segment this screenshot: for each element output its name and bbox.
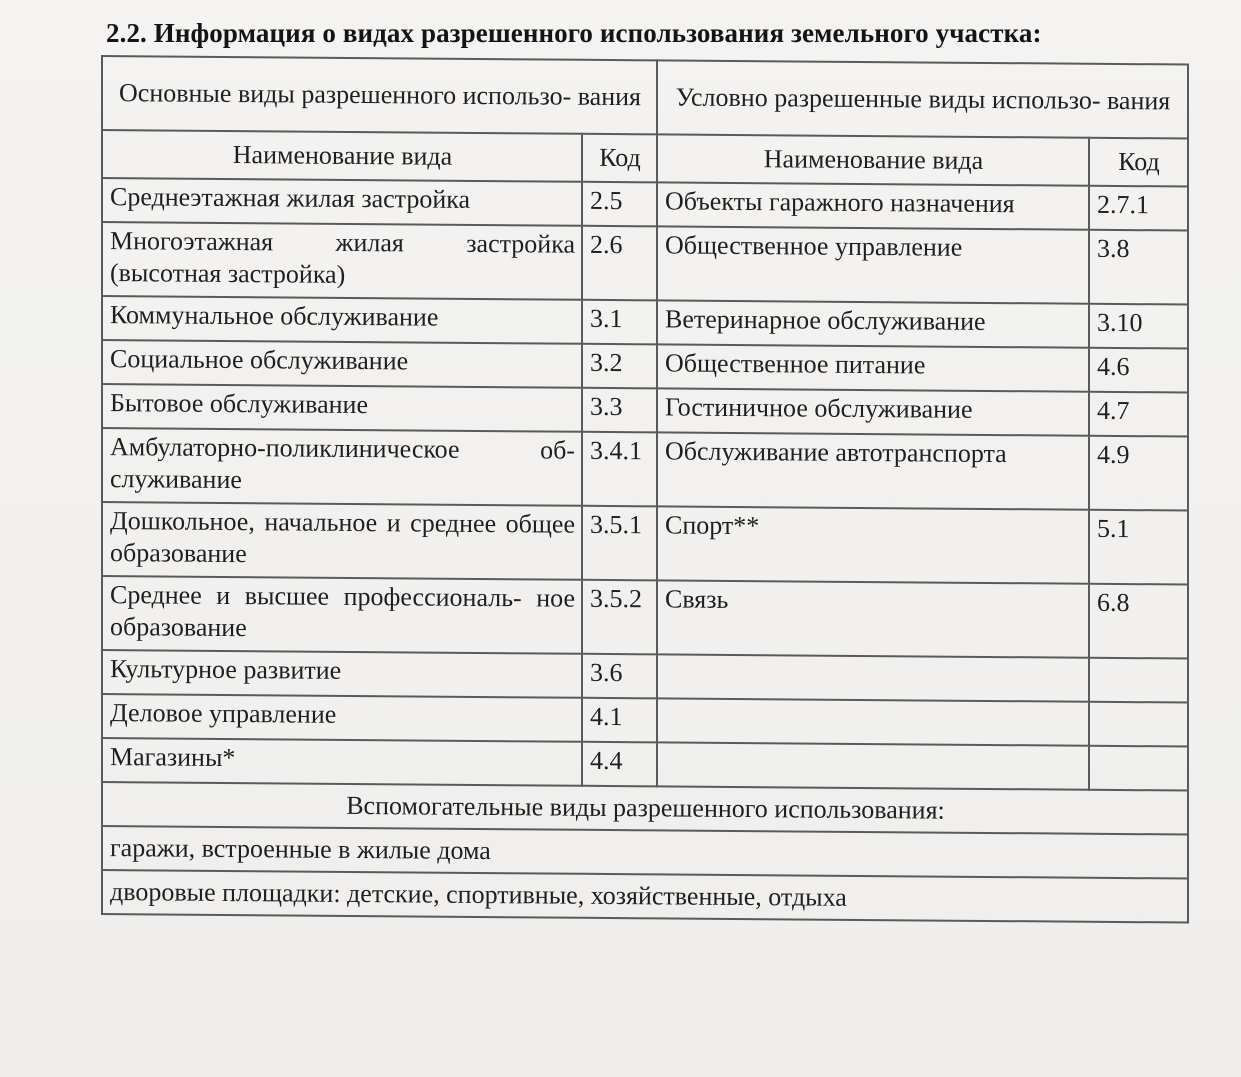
land-use-table [101,55,1189,924]
table-row [102,576,1188,659]
section-header-row [102,56,1188,139]
conditional-use-name: Гостиничное обслуживание [657,388,1089,435]
conditional-use-code: 4.6 [1089,348,1188,393]
conditional-use-name: Обслуживание автотранспорта [657,432,1089,509]
main-use-name: Амбулаторно-поликлиническое об- служивание [102,428,582,506]
main-use-name: Социальное обслуживание [102,340,582,388]
table-row [102,428,1188,511]
main-use-code: 3.5.2 [582,580,657,655]
conditional-use-code: 6.8 [1089,584,1188,659]
auxiliary-use-item: дворовые площадки: детские, спортивные, хозяйственные, отдыха [102,870,1188,923]
main-use-name: Дошкольное, начальное и среднее общее образование [102,502,582,580]
main-use-code: 3.3 [582,388,657,433]
conditional-uses-header: Условно разрешенные виды использо- вания [657,60,1188,138]
conditional-use-name: Ветеринарное обслуживание [657,300,1089,347]
main-use-code: 3.5.1 [582,506,657,581]
conditional-code-column-header: Код [1089,138,1188,187]
main-uses-header: Основные виды разрешенного использо- вания [102,56,657,134]
main-code-column-header: Код [582,134,657,183]
conditional-use-code: 3.8 [1089,230,1188,305]
main-use-code: 3.4.1 [582,432,657,507]
section-heading: 2.2. Информация о видах разрешенного использования земельного участка: [106,18,1042,48]
main-use-code: 3.2 [582,344,657,389]
main-use-code: 3.6 [582,654,657,699]
main-use-name: Магазины* [102,738,582,786]
conditional-use-name [657,654,1089,701]
main-use-code: 4.1 [582,698,657,743]
conditional-use-code [1089,746,1188,791]
main-use-code: 2.6 [582,226,657,301]
conditional-use-code [1089,658,1188,703]
column-header-row [102,130,1188,187]
conditional-use-code: 4.9 [1089,436,1188,511]
conditional-use-code: 5.1 [1089,510,1188,585]
conditional-use-code: 3.10 [1089,304,1188,349]
conditional-name-column-header: Наименование вида [657,134,1089,185]
conditional-use-name: Связь [657,580,1089,657]
main-use-name: Деловое управление [102,694,582,742]
conditional-use-name: Объекты гаражного назначения [657,182,1089,229]
auxiliary-row [102,870,1188,923]
main-use-name: Культурное развитие [102,650,582,698]
conditional-use-name [657,742,1089,789]
conditional-use-code: 2.7.1 [1089,186,1188,231]
conditional-use-code: 4.7 [1089,392,1188,437]
table-row [102,502,1188,585]
conditional-use-name: Общественное питание [657,344,1089,391]
auxiliary-uses-header: Вспомогательные виды разрешенного использования: [102,782,1188,835]
main-use-name: Среднее и высшее профессиональ- ное образование [102,576,582,654]
main-name-column-header: Наименование вида [102,130,582,182]
conditional-use-code [1089,702,1188,747]
main-use-name: Бытовое обслуживание [102,384,582,432]
auxiliary-use-item: гаражи, встроенные в жилые дома [102,826,1188,879]
conditional-use-name: Спорт** [657,506,1089,583]
main-use-name: Среднеэтажная жилая застройка [102,178,582,226]
main-use-code: 4.4 [582,742,657,787]
conditional-use-name: Общественное управление [657,226,1089,303]
table-row [102,222,1188,305]
main-use-name: Коммунальное обслуживание [102,296,582,344]
main-use-name: Многоэтажная жилая застройка (высотная застройка) [102,222,582,300]
main-use-code: 3.1 [582,300,657,345]
main-use-code: 2.5 [582,182,657,227]
conditional-use-name [657,698,1089,745]
